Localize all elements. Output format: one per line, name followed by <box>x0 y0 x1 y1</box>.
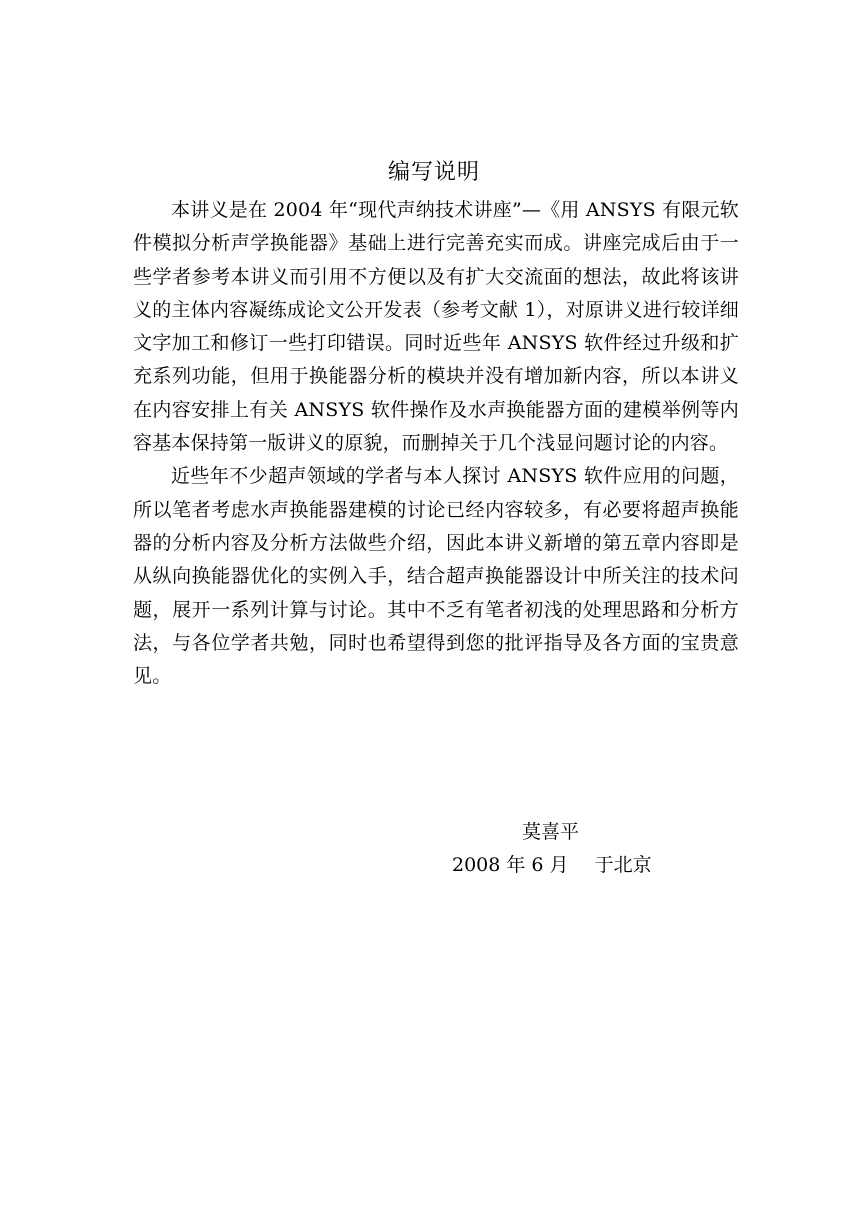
paragraph-2: 近些年不少超声领域的学者与本人探讨 ANSYS 软件应用的问题，所以笔者考虑水声换能器建模的讨论已经内容较多，有必要将超声换能器的分析内容及分析方法做些介绍，因此本讲义新增的第五章内容即是从纵向换能器优化的实例入手，结合超声换能器设计中所关注的技术问题，展开一系列计算与讨论。其中不乏有笔者初浅的处理思路和分析方法，与各位学者共勉，同时也希望得到您的批评指导及各方面的宝贵意见。 <box>133 465 739 688</box>
document-title: 编写说明 <box>387 160 480 185</box>
author-name: 莫喜平 <box>522 821 580 843</box>
signature-date: 2008 年 6 月 <box>452 854 569 876</box>
paragraph-1: 本讲义是在 2004 年“现代声纳技术讲座”—《用 ANSYS 有限元软件模拟分析声学换能器》基础上进行完善充实而成。讲座完成后由于一些学者参考本讲义而引用不方便以及有扩大交流面的想法，故此将该讲义的主体内容凝练成论文公开发表（参考文献 1），对原讲义进行较详细文字加工和修订一些打印错误。同时近些年 ANSYS 软件经过升级和扩充系列功能，但用于换能器分析的模块并没有增加新内容，所以本讲义在内容安排上有关 ANSYS 软件操作及水声换能器方面的建模举例等内容基本保持第一版讲义的原貌，而删掉关于几个浅显问题讨论的内容。 <box>133 199 739 455</box>
document-body <box>133 194 739 693</box>
date-location-line <box>452 849 652 882</box>
signature-place: 于北京 <box>594 854 652 876</box>
